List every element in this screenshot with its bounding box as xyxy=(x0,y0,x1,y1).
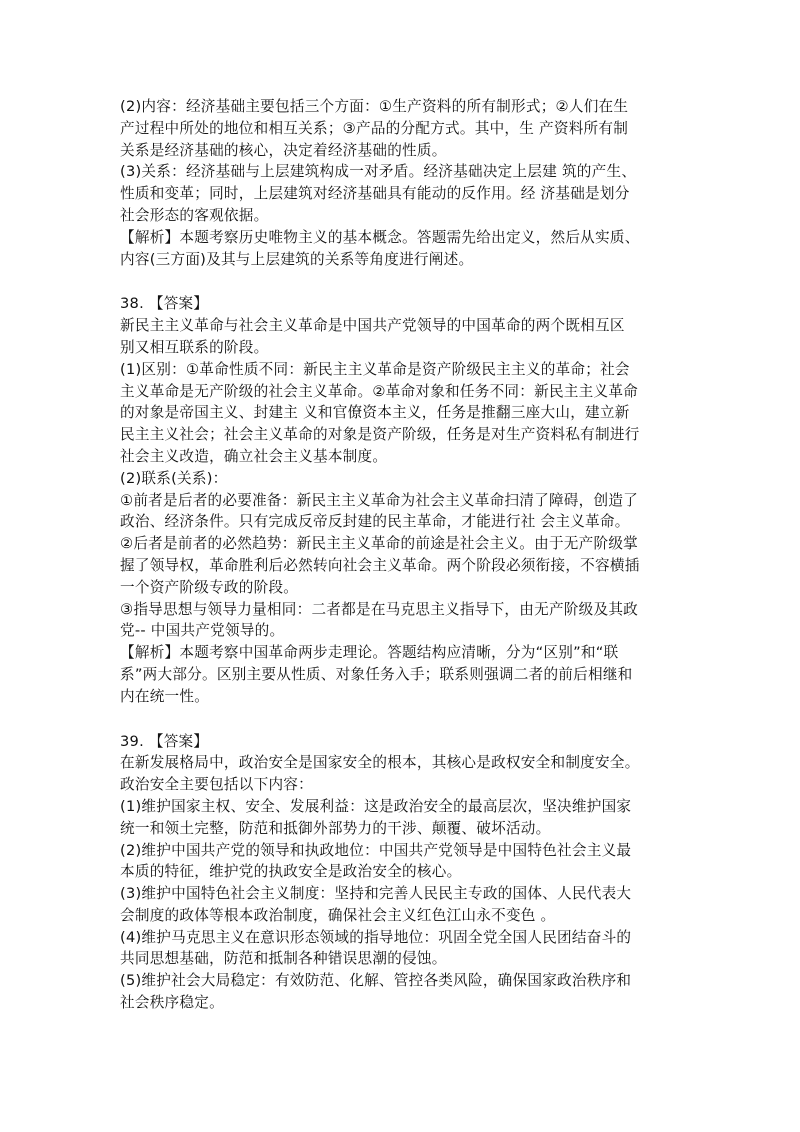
text-line: 一个资产阶级专政的阶段。 xyxy=(120,578,299,596)
analysis-line: 内容(三方面)及其与上层建筑的关系等角度进行阐述。 xyxy=(120,250,474,268)
text-line: 政治安全主要包括以下内容： xyxy=(120,776,313,794)
text-line: 关系是经济基础的核心，决定着经济基础的性质。 xyxy=(120,141,447,159)
text-line: 性质和变革；同时，上层建筑对经济基础具有能动的反作用。经 济基础是划分 xyxy=(120,185,630,203)
analysis-line: 【解析】本题考察中国革命两步走理论。答题结构应清晰，分为“区别”和“联 xyxy=(120,644,619,662)
text-line: 民主主义社会；社会主义革命的对象是资产阶级，任务是对生产资料私有制进行 xyxy=(120,426,640,444)
paragraph-gap xyxy=(120,270,690,293)
text-line: 社会主义改造，确立社会主义基本制度。 xyxy=(120,447,388,465)
text-line: (2)维护中国共产党的领导和执政地位：中国共产党领导是中国特色社会主义最 xyxy=(120,841,632,859)
text-line: (2)联系(关系)： xyxy=(120,469,228,487)
text-line: 产过程中所处的地位和相互关系；③产品的分配方式。其中，生 产资料所有制 xyxy=(120,119,629,137)
text-line: (4)维护马克思主义在意识形态领域的指导地位：巩固全党全国人民团结奋斗的 xyxy=(120,928,632,946)
text-line: 别又相互联系的阶段。 xyxy=(120,338,269,356)
question-heading: 38. 【答案】 xyxy=(120,295,209,313)
document-page xyxy=(120,96,690,1014)
text-line: 握了领导权，革命胜利后必然转向社会主义革命。两个阶段必须衔接，不容横插 xyxy=(120,556,640,574)
text-line: 在新发展格局中，政治安全是国家安全的根本，其核心是政权安全和制度安全。 xyxy=(120,754,640,772)
text-line: 共同思想基础，防范和抵制各种错误思潮的侵蚀。 xyxy=(120,950,447,968)
text-line: (5)维护社会大局稳定：有效防范、化解、管控各类风险，确保国家政治秩序和 xyxy=(120,972,632,990)
text-line: ③指导思想与领导力量相同：二者都是在马克思主义指导下，由无产阶级及其政 xyxy=(120,600,639,618)
analysis-line: 【解析】本题考察历史唯物主义的基本概念。答题需先给出定义，然后从实质、 xyxy=(120,228,640,246)
analysis-line: 系”两大部分。区别主要从性质、对象任务入手；联系则强调二者的前后相继和 xyxy=(120,665,633,683)
analysis-line: 内在统一性。 xyxy=(120,687,210,705)
text-line: (1)维护国家主权、安全、发展利益：这是政治安全的最高层次，坚决维护国家 xyxy=(120,797,632,815)
answer-38 xyxy=(120,293,690,707)
paragraph-gap xyxy=(120,708,690,731)
text-line: 统一和领土完整，防范和抵御外部势力的干涉、颠覆、破坏活动。 xyxy=(120,819,551,837)
text-line: 主义革命是无产阶级的社会主义革命。②革命对象和任务不同：新民主主义革命 xyxy=(120,382,639,400)
text-line: (1)区别：①革命性质不同：新民主主义革命是资产阶级民主主义的革命；社会 xyxy=(120,360,630,378)
text-line: ①前者是后者的必要准备：新民主主义革命为社会主义革命扫清了障碍，创造了 xyxy=(120,491,639,509)
text-line: 党-- 中国共产党领导的。 xyxy=(120,622,285,640)
text-line: 会制度的政体等根本政治制度，确保社会主义红色江山永不变色 。 xyxy=(120,906,556,924)
text-line: 本质的特征，维护党的执政安全是政治安全的核心。 xyxy=(120,863,462,881)
answer-37-continued xyxy=(120,96,690,270)
answer-39 xyxy=(120,731,690,1014)
question-heading: 39. 【答案】 xyxy=(120,732,209,750)
text-line: 新民主主义革命与社会主义革命是中国共产党领导的中国革命的两个既相互区 xyxy=(120,317,625,335)
text-line: (2)内容：经济基础主要包括三个方面：①生产资料的所有制形式；②人们在生 xyxy=(120,98,629,115)
text-line: 政治、经济条件。只有完成反帝反封建的民主革命，才能进行社 会主义革命。 xyxy=(120,513,630,531)
text-line: ②后者是前者的必然趋势：新民主主义革命的前途是社会主义。由于无产阶级掌 xyxy=(120,535,639,553)
text-line: 社会秩序稳定。 xyxy=(120,994,224,1012)
text-line: 的对象是帝国主义、封建主 义和官僚资本主义，任务是推翻三座大山，建立新 xyxy=(120,404,630,422)
text-line: (3)维护中国特色社会主义制度：坚持和完善人民民主专政的国体、人民代表大 xyxy=(120,885,632,903)
text-line: 社会形态的客观依据。 xyxy=(120,206,269,224)
text-line: (3)关系：经济基础与上层建筑构成一对矛盾。经济基础决定上层建 筑的产生、 xyxy=(120,163,637,181)
